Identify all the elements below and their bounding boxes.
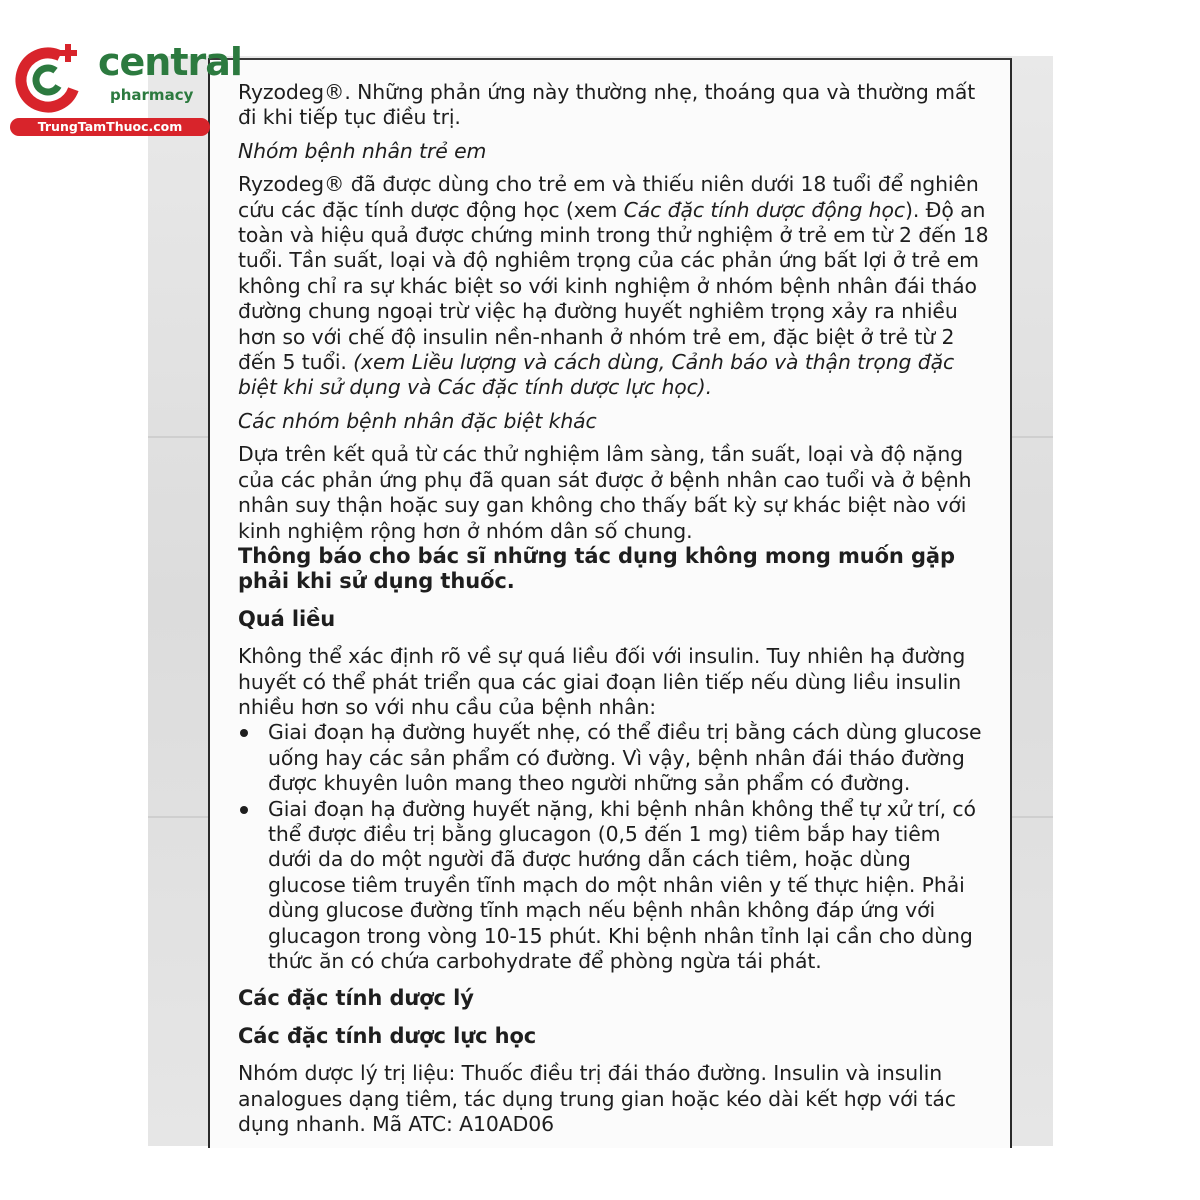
- paragraph-intro: Ryzodeg®. Những phản ứng này thường nhẹ, thoáng qua và thường mất đi khi tiếp tục điều trị.: [238, 80, 976, 130]
- brand-subtitle: pharmacy: [110, 86, 194, 104]
- paragraph-pediatric-text-cont: ). Độ an toàn và hiệu quả được chứng minh trong thử nghiệm ở trẻ em từ 2 đến 18 tuổi. Tần suất, loại và độ nghiêm trọng của các phản ứng bất lợi ở trẻ em không chỉ ra sự khác biệt so với kinh nghiệm ở nhóm bệnh nhân đái tháo đường chung ngoại trừ việc hạ đường huyết nghiêm trọng xảy ra nhiều hơn so với chế độ insulin nền-nhanh ở nhóm trẻ em, đặc biệt ở trẻ từ 2 đến 5 tuổi.: [238, 197, 989, 375]
- paragraph-pediatric-text: Ryzodeg® đã được dùng cho trẻ em và thiếu niên dưới 18 tuổi để nghiên cứu các đặc tính dược động học (xem: [238, 172, 979, 222]
- bullet-icon: [240, 729, 248, 737]
- list-item-text: Giai đoạn hạ đường huyết nặng, khi bệnh nhân không thể tự xử trí, có thể được điều trị bằng glucagon (0,5 đến 1 mg) tiêm bắp hay tiêm dưới da do một người đã được hướng dẫn cách tiêm, hoặc dùng glucose tiêm truyền tĩnh mạch do một nhân viên y tế thực hiện. Phải dùng glucose đường tĩnh mạch nếu bệnh nhân không đáp ứng với glucagon trong vòng 10-15 phút. Khi bệnh nhân tỉnh lại cần cho dùng thức ăn có chứa carbohydrate để phòng ngừa tái phát.: [268, 796, 976, 973]
- paragraph-special-populations: Dựa trên kết quả từ các thử nghiệm lâm sàng, tần suất, loại và độ nặng của các phản ứng phụ đã quan sát được ở bệnh nhân cao tuổi và ở bệnh nhân suy thận hoặc suy gan không cho thấy bất kỳ sự khác biệt nào với kinh nghiệm rộng hơn ở nhóm dân số chung.: [238, 442, 972, 543]
- document-content: [238, 80, 990, 1137]
- heading-overdose: Quá liều: [238, 606, 336, 631]
- brand-name: central: [98, 40, 242, 84]
- reference-crossrefs: (xem Liều lượng và cách dùng, Cảnh báo và thận trọng đặc biệt khi sử dụng và Các đặc tính dược lực học).: [238, 350, 955, 400]
- list-item: [238, 797, 990, 975]
- paragraph-pediatric: [238, 172, 990, 401]
- central-pharmacy-logo[interactable]: [10, 38, 242, 138]
- reference-pharmacokinetics: Các đặc tính dược động học: [623, 197, 905, 222]
- heading-special-populations: Các nhóm bệnh nhân đặc biệt khác: [238, 408, 597, 433]
- overdose-bullet-list: [238, 720, 990, 974]
- bullet-icon: [240, 806, 248, 814]
- site-url-badge: TrungTamThuoc.com: [10, 118, 210, 136]
- heading-pharmacological: Các đặc tính dược lý: [238, 986, 474, 1011]
- heading-pediatric: Nhóm bệnh nhân trẻ em: [238, 138, 487, 163]
- list-item: [238, 720, 990, 796]
- paragraph-overdose: Không thể xác định rõ về sự quá liều đối với insulin. Tuy nhiên hạ đường huyết có thể phát triển qua các giai đoạn liên tiếp nếu dùng liều insulin nhiều hơn so với nhu cầu của bệnh nhân:: [238, 644, 966, 719]
- heading-pharmacodynamic: Các đặc tính dược lực học: [238, 1023, 537, 1048]
- notice-doctor: Thông báo cho bác sĩ những tác dụng không mong muốn gặp phải khi sử dụng thuốc.: [238, 543, 955, 594]
- pharmacy-cross-logo-icon: [10, 38, 90, 118]
- paragraph-pharmacodynamic: Nhóm dược lý trị liệu: Thuốc điều trị đái tháo đường. Insulin và insulin analogues dạng tiêm, tác dụng trung gian hoặc kéo dài kết hợp với tác dụng nhanh. Mã ATC: A10AD06: [238, 1061, 956, 1137]
- list-item-text: Giai đoạn hạ đường huyết nhẹ, có thể điều trị bằng cách dùng glucose uống hay các sản phẩm có đường. Vì vậy, bệnh nhân đái tháo đường được khuyên luôn mang theo người những sản phẩm có đường.: [268, 720, 982, 796]
